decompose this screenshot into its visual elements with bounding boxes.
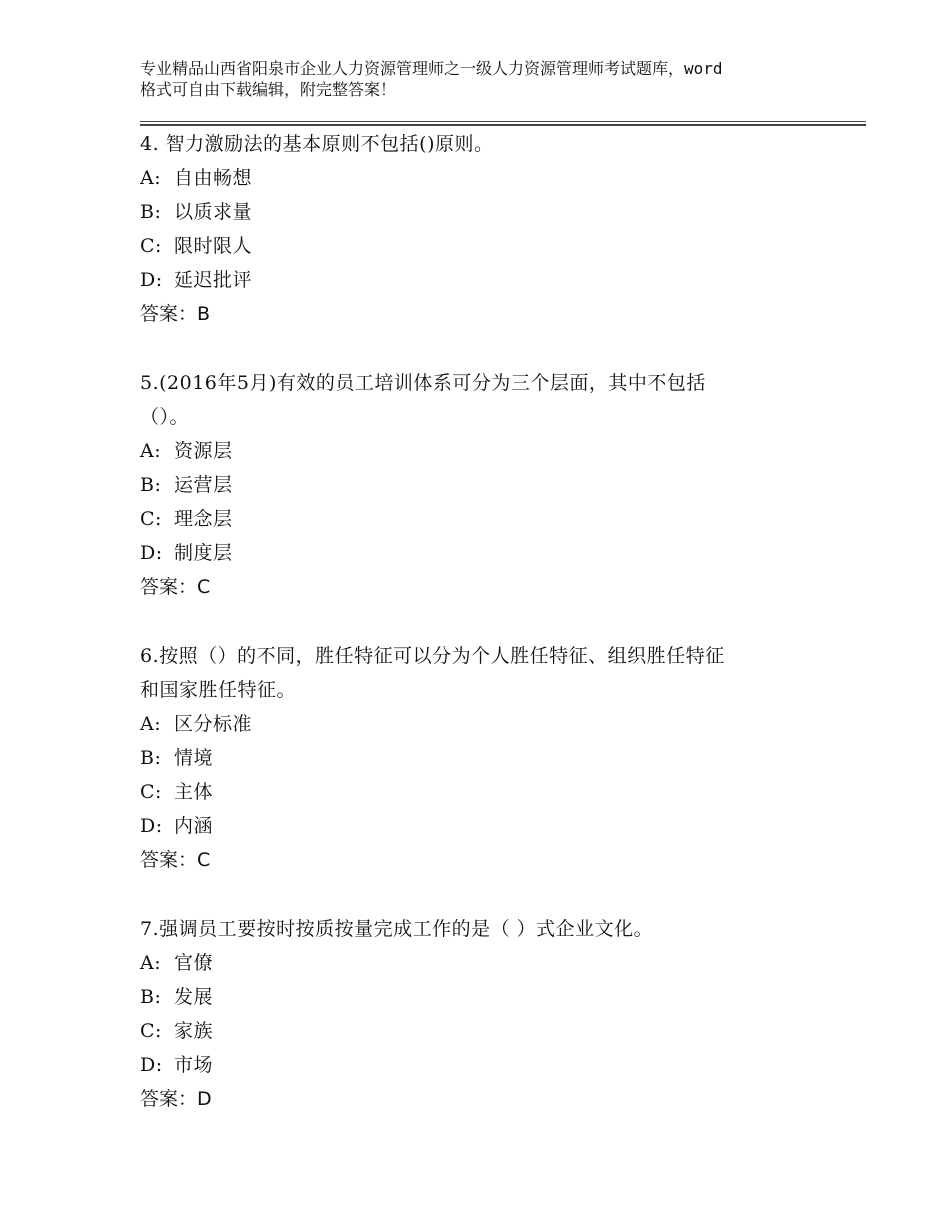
answer-label: 答案：D	[140, 1088, 212, 1110]
option-letter: C:	[140, 1020, 162, 1042]
option-d	[140, 263, 830, 297]
question-stem-line: 4. 智力激励法的基本原则不包括()原则。	[140, 133, 494, 155]
option-letter: C:	[140, 235, 162, 257]
option-b	[140, 980, 830, 1014]
option-text: 市场	[174, 1054, 214, 1076]
question-stem-line: 7.强调员工要按时按质按量完成工作的是（ ）式企业文化。	[140, 918, 654, 940]
option-letter: B:	[140, 986, 162, 1008]
question-7	[140, 912, 830, 1116]
question-4	[140, 127, 830, 331]
option-text: 资源层	[174, 440, 233, 462]
option-letter: B:	[140, 474, 162, 496]
option-text: 主体	[174, 781, 214, 803]
question-stem-line: 6.按照（）的不同，胜任特征可以分为个人胜任特征、组织胜任特征	[140, 645, 725, 667]
option-letter: C:	[140, 508, 162, 530]
answer-label: 答案：C	[140, 849, 211, 871]
question-stem-line: （）。	[140, 406, 190, 428]
option-text: 内涵	[174, 815, 214, 837]
question-stem	[140, 912, 830, 946]
answer-label: 答案：C	[140, 576, 211, 598]
option-text: 区分标准	[174, 713, 253, 735]
question-stem-line: 5.(2016年5月)有效的员工培训体系可分为三个层面，其中不包括	[140, 372, 706, 394]
header-line-1: 专业精品山西省阳泉市企业人力资源管理师之一级人力资源管理师考试题库，word	[140, 59, 723, 78]
option-c	[140, 229, 830, 263]
option-c	[140, 502, 830, 536]
answer-label: 答案：B	[140, 303, 211, 325]
option-a	[140, 707, 830, 741]
question-stem	[140, 639, 830, 707]
option-text: 延迟批评	[174, 269, 253, 291]
header-line-2: 格式可自由下载编辑，附完整答案！	[140, 80, 397, 99]
option-letter: B:	[140, 201, 162, 223]
option-letter: A:	[140, 167, 162, 189]
option-letter: D:	[140, 1054, 163, 1076]
option-text: 发展	[174, 986, 214, 1008]
option-d	[140, 1048, 830, 1082]
question-stem	[140, 366, 830, 434]
option-text: 情境	[174, 747, 214, 769]
option-a	[140, 946, 830, 980]
option-letter: C:	[140, 781, 162, 803]
option-letter: A:	[140, 713, 162, 735]
option-c	[140, 1014, 830, 1048]
option-text: 以质求量	[174, 201, 253, 223]
option-letter: B:	[140, 747, 162, 769]
option-a	[140, 434, 830, 468]
option-b	[140, 468, 830, 502]
question-6	[140, 639, 830, 877]
option-text: 官僚	[174, 952, 214, 974]
option-c	[140, 775, 830, 809]
option-letter: A:	[140, 952, 162, 974]
option-text: 制度层	[174, 542, 233, 564]
option-letter: A:	[140, 440, 162, 462]
option-d	[140, 536, 830, 570]
option-text: 理念层	[174, 508, 233, 530]
question-5	[140, 366, 830, 604]
option-text: 自由畅想	[174, 167, 253, 189]
option-b	[140, 741, 830, 775]
header-divider-thin	[140, 121, 866, 122]
option-letter: D:	[140, 269, 163, 291]
question-stem	[140, 127, 830, 161]
option-d	[140, 809, 830, 843]
question-stem-line: 和国家胜任特征。	[140, 679, 297, 701]
option-text: 限时限人	[174, 235, 253, 257]
option-text: 运营层	[174, 474, 233, 496]
option-letter: D:	[140, 815, 163, 837]
option-text: 家族	[174, 1020, 214, 1042]
option-a	[140, 161, 830, 195]
option-b	[140, 195, 830, 229]
document-header	[140, 58, 830, 100]
option-letter: D:	[140, 542, 163, 564]
header-divider-thick	[140, 124, 866, 126]
